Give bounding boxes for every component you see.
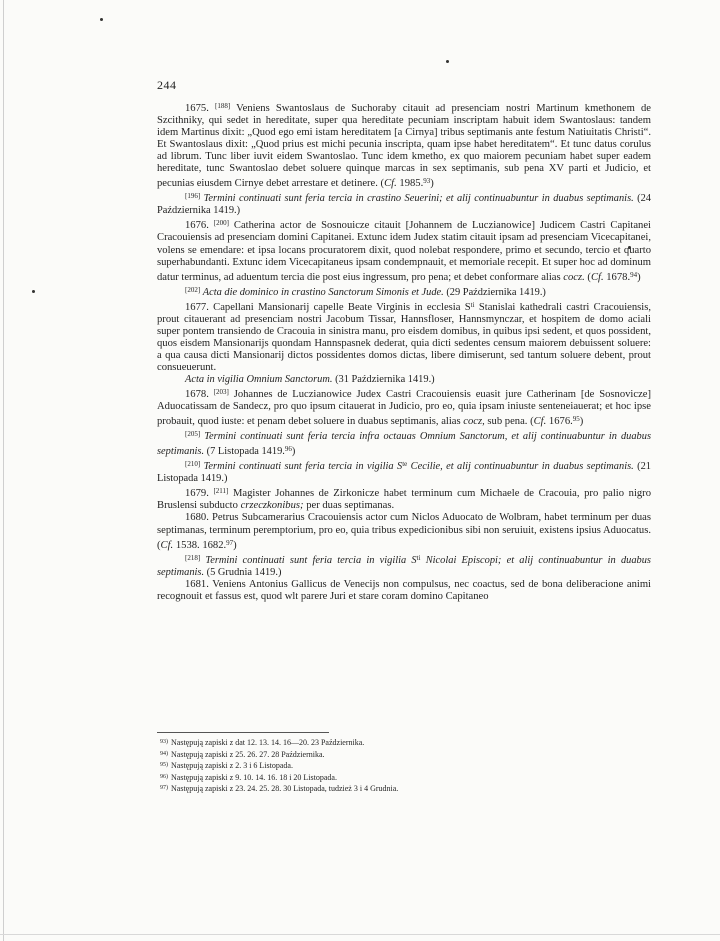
entry-1677: 1677. Capellani Mansionarij capelle Beate Virginis in ecclesia $S^{ti}$ Stanislai kathedrali castri Cracouiensis, prout citauerant ad presenciam nostri Jacobum Tissar, Hannsfloser, Hannsmynczar, et hospitem de domo aciali super pontem transiendo de Cracouia in sinistra manu, pro eisdem domibus, in quibus ipsi sedent, et quos possident, quos eisdem Mansionarijs quondam Hannspasnek dederat, quia dicti sedentes censum maiorem debuissent soluere: a qua causa dicti Mansionarij dictos possidentes domos dictas, libere dimiserunt, sed tantum soluere debent, prout consueuerunt. bbox=[157, 300, 652, 373]
footnote: $^{94)}$ Następują zapiski z 25. 26. 27. 28 Października. bbox=[160, 749, 325, 759]
scan-edge bbox=[3, 0, 4, 941]
footnote: $^{97)}$ Następują zapiski z 23. 24. 25. 28. 30 Listopada, tudzież 3 i 4 Grudnia. bbox=[160, 784, 399, 794]
entry-1680: 1680. Petrus Subcamerarius Cracouiensis actor cum Niclos Aduocato de Wolbram, habet terminum per duas septimanas, terminum peremptorium, pro eo, quia tribus expedicionibus sibi non seruiuit, existens ipsius Aduocatus. (Cf. 1538. 1682.97) bbox=[157, 512, 651, 551]
session-note: [210] Termini continuati sunt feria tercia in vigilia $S^{te}$ Cecilie, et alij continuabuntur in duabus septimanis. (21 Listopada 1419.) bbox=[157, 460, 651, 485]
footnote: $^{96)}$ Następują zapiski z 9. 10. 14. 16. 18 i 20 Listopada. bbox=[160, 772, 337, 782]
entry-1675: 1675. [188] Veniens Swantoslaus de Suchoraby citauit ad presenciam nostri Martinum kmethonem de Szcithniky, qui sedet in hereditate, super qua hereditate pecuniam inscriptam habuit idem Swantoslaus: tandem idem Martinus dixit: „Quod ego emi istam hereditatem [a Cirnya] tribus septimanis ante festum Natiuitatis Christi“. Et Swantoslaus dixit: „Quod prius est michi pecunia inscripta, quam ipse habet hereditatem“. Et tunc datus corulus ad librum. Tunc liber iuvit eidem Swantoslao. Tunc idem kmetho, ex quo maiorem pecuniam habet super eadem hereditate, tunc Swantoslao debet soluere quinque marcas in sex septimanis, sub pena XV parti et Judicio, et pecunias eiusdem Cirnye debet arrestare et detinere. (Cf. 1985.93) bbox=[157, 102, 651, 190]
session-note: Acta in vigilia Omnium Sanctorum. (31 Października 1419.) bbox=[185, 373, 435, 385]
entry-1679: 1679. [211] Magister Johannes de Zirkonicze habet terminum cum Michaele de Cracouia, pro palio nigro Bruslensi subducto crzeczkonibus; per duas septimanas. bbox=[157, 487, 652, 512]
session-note: [202] Acta die dominico in crastino Sanctorum Simonis et Jude. (29 Października 1419.) bbox=[185, 285, 546, 298]
entry-1676: 1676. [200] Catherina actor de Sosnouicze citauit [Johannem de Luczianowice] Judicem Castri Capitanei Cracouiensis ad presenciam domini Capitanei. Extunc idem Judex statim citauit ipsam ad presenciam Vicecapitanei, volens se emendare: et ipsa locans procuratorem dixit, quod nolebat respondere, primo et secundo, tercio et quarto superhabundanti. Extunc idem Vicecapitaneus ipsam condempnauit, et memoriale recepit. Et super hoc ad dominum datur terminus, ad aduentum tercia die post eius ingressum, pro pena; et debet conformare alias cocz. (Cf. 1678.94) bbox=[157, 219, 651, 283]
page-number: 244 bbox=[157, 78, 177, 92]
footnote: $^{95)}$ Następują zapiski z 2. 3 i 6 Listopada. bbox=[160, 761, 293, 771]
scan-edge-bottom bbox=[0, 934, 720, 935]
entry-1678: 1678. [203] Johannes de Luczianowice Judex Castri Cracouiensis euasit jure Catherinam [de Sosnovicze] Aduocatissam de Sandecz, pro quo ipsum citauerat in Judicio, pro eo, quia ipsam iniuste senteneiauerat; et hoc ipse probauit, quod iuste: et penam debet soluere in duabus septimanis, alias cocz, sub pena. (Cf. 1676.95) bbox=[157, 388, 652, 428]
main-text bbox=[157, 100, 651, 603]
session-note: [218] Termini continuati sunt feria tercia in vigilia $S^{ti}$ Nicolai Episcopi; et alij continuabuntur in duabus septimanis. (5 Grudnia 1419.) bbox=[157, 553, 651, 578]
session-note: [205] Termini continuati sunt feria tercia infra octauas Omnium Sanctorum, et alij continuabuntur in duabus septimanis. (7 Listopada 1419.96) bbox=[157, 430, 651, 458]
scan-speck bbox=[446, 60, 449, 63]
footnote-rule bbox=[157, 732, 329, 733]
entry-1681: 1681. Veniens Antonius Gallicus de Venecijs non compulsus, nec coactus, sed de bona deliberacione animi recognouit et fassus est, quod wlt parere Juri et stare coram domino Capitaneo bbox=[157, 578, 651, 602]
footnote: $^{93)}$ Następują zapiski z dat 12. 13. 14. 16—20. 23 Października. bbox=[160, 738, 365, 747]
scan-speck bbox=[32, 290, 35, 293]
scan-speck bbox=[100, 18, 103, 21]
session-note: [196] Termini continuati sunt feria tercia in crastino Seuerini; et alij continuabuntur in duabus septimanis. (24 Października 1419.) bbox=[157, 192, 651, 217]
footnotes bbox=[160, 737, 640, 795]
